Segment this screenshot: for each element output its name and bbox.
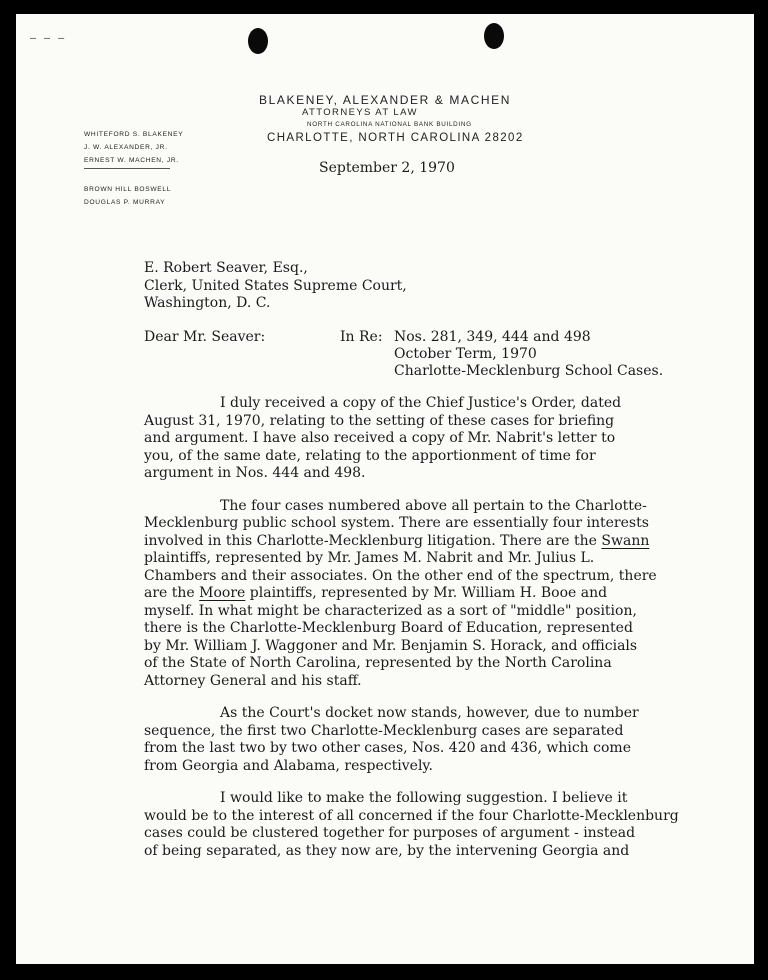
paragraph-text: involved in this Charlotte-Mecklenburg litigation. There are the: [144, 533, 602, 549]
paragraph-line: August 31, 1970, relating to the setting of these cases for briefing: [144, 413, 615, 429]
letter-page: [16, 14, 754, 964]
margin-mark: — – —: [30, 33, 66, 44]
case-name-moore: Moore: [199, 585, 246, 601]
paragraph-line: and argument. I have also received a copy of Mr. Nabrit's letter to: [144, 430, 616, 446]
paragraph-line: argument in Nos. 444 and 498.: [144, 465, 366, 481]
partner-name: WHITEFORD S. BLAKENEY: [84, 131, 184, 138]
paragraph-line: I would like to make the following suggestion. I believe it: [220, 790, 628, 806]
firm-building: NORTH CAROLINA NATIONAL BANK BUILDING: [307, 121, 472, 128]
paragraph-line: you, of the same date, relating to the apportionment of time for: [144, 448, 596, 464]
paragraph-line: from the last two by two other cases, Nos. 420 and 436, which come: [144, 740, 631, 756]
paragraph-line: The four cases numbered above all pertain to the Charlotte-: [220, 498, 647, 514]
address-line: E. Robert Seaver, Esq.,: [144, 260, 308, 276]
paragraph-line: myself. In what might be characterized as a sort of "middle" position,: [144, 603, 637, 619]
salutation: Dear Mr. Seaver:: [144, 329, 266, 345]
firm-subtitle: ATTORNEYS AT LAW: [302, 107, 418, 118]
paragraph-text: are the: [144, 585, 200, 601]
partner-name: ERNEST W. MACHEN, JR.: [84, 157, 179, 164]
address-line: Washington, D. C.: [144, 295, 271, 311]
in-re-line: October Term, 1970: [394, 346, 537, 362]
firm-city: CHARLOTTE, NORTH CAROLINA 28202: [267, 132, 524, 144]
paragraph-line: by Mr. William J. Waggoner and Mr. Benjamin S. Horack, and officials: [144, 638, 638, 654]
in-re-line: Nos. 281, 349, 444 and 498: [394, 329, 591, 345]
punch-hole-right: [484, 23, 504, 49]
firm-name: BLAKENEY, ALEXANDER & MACHEN: [259, 93, 511, 107]
paragraph-line: Mecklenburg public school system. There are essentially four interests: [144, 515, 649, 531]
paragraph-line: of the State of North Carolina, represented by the North Carolina: [144, 655, 612, 671]
partner-name: BROWN HILL BOSWELL: [84, 186, 172, 193]
paragraph-line: [144, 584, 607, 603]
paragraph-line: Chambers and their associates. On the other end of the spectrum, there: [144, 568, 657, 584]
paragraph-line: there is the Charlotte-Mecklenburg Board of Education, represented: [144, 620, 633, 636]
paragraph-line: I duly received a copy of the Chief Justice's Order, dated: [220, 395, 622, 411]
paragraph-line: from Georgia and Alabama, respectively.: [144, 758, 433, 774]
paragraph-line: cases could be clustered together for purposes of argument - instead: [144, 825, 636, 841]
partner-name: DOUGLAS P. MURRAY: [84, 199, 166, 206]
in-re-label: In Re:: [340, 329, 383, 345]
paragraph-line: Attorney General and his staff.: [144, 673, 362, 689]
punch-hole-left: [248, 28, 268, 54]
paragraph-line: sequence, the first two Charlotte-Mecklenburg cases are separated: [144, 723, 624, 739]
partner-name: J. W. ALEXANDER, JR.: [84, 144, 168, 151]
partner-divider: [84, 168, 170, 182]
address-line: Clerk, United States Supreme Court,: [144, 278, 407, 294]
paragraph-line: of being separated, as they now are, by the intervening Georgia and: [144, 843, 630, 859]
paragraph-line: would be to the interest of all concerned if the four Charlotte-Mecklenburg: [144, 808, 679, 824]
letter-date: September 2, 1970: [319, 160, 455, 176]
paragraph-line: As the Court's docket now stands, however, due to number: [220, 705, 639, 721]
paragraph-line: plaintiffs, represented by Mr. James M. Nabrit and Mr. Julius L.: [144, 550, 595, 566]
case-name-swann: Swann: [601, 533, 650, 549]
in-re-line: Charlotte-Mecklenburg School Cases.: [394, 363, 664, 379]
paragraph-text: plaintiffs, represented by Mr. William H. Booe and: [245, 585, 608, 601]
partner-list: [84, 128, 183, 209]
